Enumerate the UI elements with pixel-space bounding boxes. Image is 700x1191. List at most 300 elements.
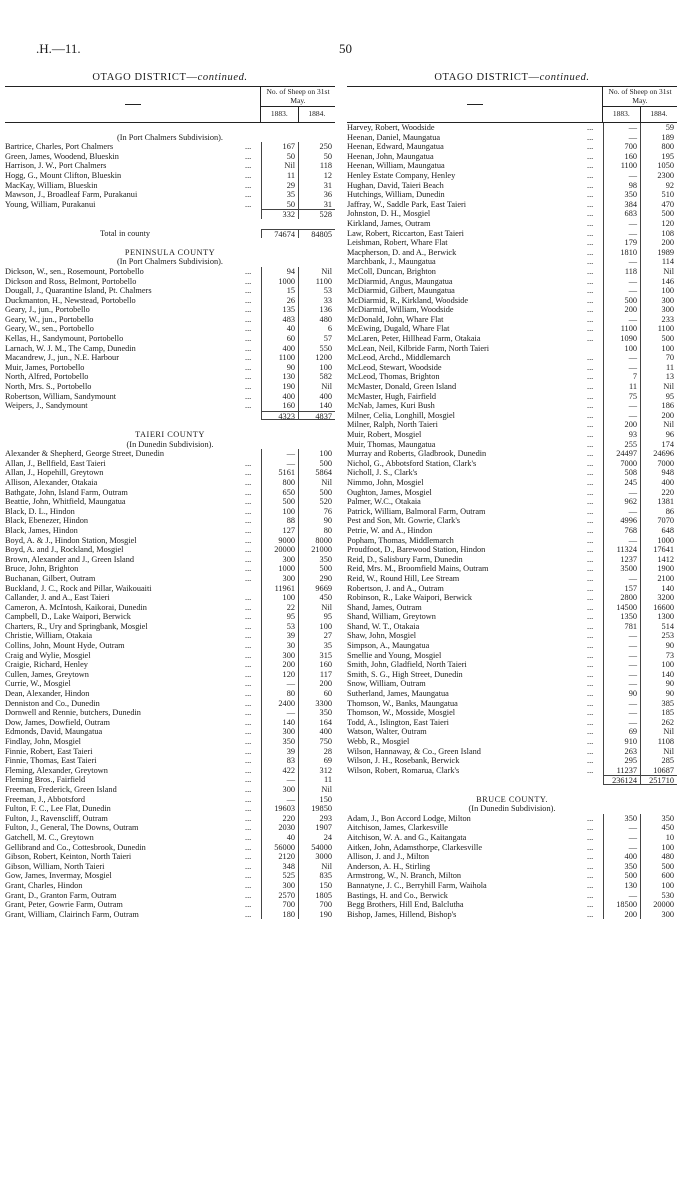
owner-name: Henley Estate Company, Henley [347,170,456,180]
leader-dots: ... [587,823,594,833]
sheep-1884: 92 [640,181,677,191]
table-row [347,133,677,143]
owner-name: Shand, William, Greytown [347,612,436,622]
table-row [5,795,335,805]
header-name-column [5,87,260,122]
sheep-1884: 186 [640,401,677,411]
right-column [347,70,677,919]
sheep-1884: 70 [640,353,677,363]
table-row [347,910,677,920]
sheep-1883: 53 [261,622,298,632]
table-row [347,689,677,699]
table-row [347,622,677,632]
owner-name: McLeod, Archd., Middlemarch [347,353,451,363]
sheep-1884: Nil [640,747,677,757]
leader-dots: ... [587,852,594,862]
sheep-1883: 130 [603,881,640,891]
owner-name: Smith, S. G., High Street, Dunedin [347,669,463,679]
leader-dots: ... [587,142,594,152]
table-row [347,209,677,219]
sheep-1883: — [603,708,640,718]
table-row [5,142,335,152]
sheep-1884: 189 [640,133,677,143]
sheep-1883: 236124 [603,775,640,785]
sheep-1884: 200 [298,679,335,689]
sheep-1883: — [603,670,640,680]
leader-dots: ... [245,468,252,478]
leader-dots: ... [245,516,252,526]
table-row [5,766,335,776]
sheep-1883: 1000 [261,564,298,574]
sheep-1884: 312 [298,766,335,776]
sheep-1884: 31 [298,200,335,210]
owner-name: Law, Robert, Riccarton, East Taieri [347,228,464,238]
table-row [5,718,335,728]
sheep-1884: 1100 [640,324,677,334]
sheep-1884: 150 [298,795,335,805]
total-row [5,229,335,239]
sheep-1884: 117 [298,670,335,680]
sheep-1883: 400 [603,852,640,862]
leader-dots: ... [245,832,252,842]
table-row [5,631,335,641]
sheep-1883: 15 [261,286,298,296]
leader-dots: ... [587,554,594,564]
sheep-1883: — [603,833,640,843]
leader-dots: ... [587,218,594,228]
sheep-1884: 100 [298,363,335,373]
table-row [5,344,335,354]
owner-name: Wilson, J. H., Rosebank, Berwick [347,756,460,766]
table-row [347,229,677,239]
owner-name: Jaffray, W., Saddle Park, East Taieri [347,199,467,209]
sheep-1884: 11 [298,775,335,785]
sheep-1884: 100 [640,881,677,891]
sheep-1884: 160 [298,660,335,670]
sheep-1884: 1000 [640,536,677,546]
sheep-1884: 300 [640,296,677,306]
sheep-1883: 683 [603,209,640,219]
sheep-1883: 7 [603,372,640,382]
leader-dots: ... [245,372,252,382]
table-row [347,670,677,680]
table-row [347,814,677,824]
sheep-1884: 300 [640,305,677,315]
table-row [5,756,335,766]
sheep-1883: — [603,219,640,229]
sheep-1883: 2570 [261,891,298,901]
leader-dots: ... [245,535,252,545]
sheep-1884: 100 [298,449,335,459]
leader-dots: ... [587,276,594,286]
table-row [347,766,677,776]
sheep-1883: 1810 [603,248,640,258]
sheep-1884: 16600 [640,603,677,613]
owner-name: Grant, Charles, Hindon [5,880,83,890]
table-row [5,536,335,546]
sheep-1884: 95 [298,612,335,622]
leader-dots: ... [587,468,594,478]
sheep-1883: 95 [261,612,298,622]
table-row [5,574,335,584]
subdivision-heading: (In Dunedin Subdivision). [468,804,556,814]
owner-name: Dornwell and Rennie, butchers, Dunedin [5,708,141,718]
leader-dots: ... [587,525,594,535]
leader-dots: ... [587,631,594,641]
owner-name: Palmer, W.C., Otakaia [347,497,421,507]
table-row [5,622,335,632]
owner-name: Muir, James, Portobello [5,362,85,372]
owner-name: Milner, Ralph, North Taieri [347,420,438,430]
leader-dots: ... [245,708,252,718]
sheep-1883: 30 [261,641,298,651]
leader-dots: ... [245,880,252,890]
sheep-1884: 550 [298,344,335,354]
table-row [347,401,677,411]
sheep-1883: 14500 [603,603,640,613]
table-row [347,382,677,392]
table-row [5,305,335,315]
sheep-1883: 100 [261,593,298,603]
owner-name: Webb, R., Mosgiel [347,737,410,746]
leader-dots: ... [245,593,252,603]
leader-dots: ... [587,612,594,622]
sheep-1883: — [603,411,640,421]
table-row [347,574,677,584]
header-year-1884: 1884. [650,109,668,118]
total-label [5,411,245,421]
table-row [347,478,677,488]
sheep-1884: 195 [640,152,677,162]
table-row [347,651,677,661]
table-row [347,852,677,862]
sheep-1884: 53 [298,286,335,296]
sheep-1884: 400 [298,727,335,737]
leader-dots: ... [587,477,594,487]
owner-name: Reid, D., Salisbury Farm, Dunedin [347,554,463,564]
table-row [5,200,335,210]
owner-name: Gibson, William, North Taieri [5,861,105,871]
owner-name: Armstrong, W., N. Branch, Milton [347,871,462,881]
sheep-1884: 400 [640,478,677,488]
leader-dots: ... [587,199,594,209]
table-row [347,584,677,594]
leader-dots: ... [587,717,594,727]
leader-dots: ... [587,535,594,545]
owner-name: Heenan, William, Maungatua [347,161,445,171]
owner-name: Wilson, Robert, Romarua, Clark's [347,765,460,775]
sheep-1884: 174 [640,440,677,450]
owner-name: Green, James, Woodend, Blueskin [5,151,119,161]
leader-dots [245,411,261,421]
leader-dots: ... [245,545,252,555]
spacer [347,785,677,795]
owner-name: Todd, A., Islington, East Taieri [347,717,449,727]
sheep-1884: 600 [640,871,677,881]
subdivision-heading: (In Dunedin Subdivision). [126,439,214,449]
sheep-1884: 90 [640,689,677,699]
owner-name: Nichol, G., Abbotsford Station, Clark's [347,458,477,468]
owner-name: Freeman, Frederick, Green Island [5,784,117,794]
leader-dots: ... [245,564,252,574]
table-row [5,488,335,498]
sheep-1884: 13 [640,372,677,382]
table-row [5,152,335,162]
leader-dots: ... [587,487,594,497]
sheep-1883: 300 [261,574,298,584]
sheep-1884: 57 [298,334,335,344]
sheep-1883: — [261,775,298,785]
owner-name: Reid, Mrs. M., Broomfield Mains, Outram [347,564,489,574]
table-row [347,334,677,344]
owner-name: Aitchison, W. A. and G., Kaitangata [347,832,467,842]
owner-name: Heenan, John, Maungatua [347,151,434,161]
table-row [5,507,335,517]
header-caption: No. of Sheep on 31st May. [603,87,677,107]
owner-name: McMaster, Donald, Green Island [347,382,457,392]
table-row [5,785,335,795]
table-row [347,257,677,267]
sheep-1883: 40 [261,324,298,334]
leader-dots: ... [245,823,252,833]
table-row [347,238,677,248]
total-row [5,411,335,421]
leader-dots: ... [245,477,252,487]
leader-dots: ... [587,420,594,430]
leader-dots: ... [587,602,594,612]
sheep-1884: Nil [640,267,677,277]
owner-name: Macpherson, D. and A., Berwick [347,247,457,257]
sheep-1884: 3300 [298,699,335,709]
sheep-1883: 11 [603,382,640,392]
owner-name: Currie, W., Mosgiel [5,679,71,689]
section-title [347,70,677,86]
sheep-1883: 910 [603,737,640,747]
left-column [5,70,335,919]
owner-name: McLean, Neil, Kilbride Farm, North Taieri [347,343,490,353]
leader-dots: ... [587,305,594,315]
owner-name: Christie, William, Otakaia [5,631,93,641]
leader-dots: ... [245,343,252,353]
leader-dots: ... [245,276,252,286]
table-body [347,123,677,919]
sheep-1883: 300 [261,785,298,795]
leader-dots: ... [245,861,252,871]
sheep-1883: 93 [603,430,640,440]
table-row [5,775,335,785]
sheep-1883: 300 [261,881,298,891]
sheep-1884: 90 [640,641,677,651]
leader-dots: ... [245,362,252,372]
leader-dots: ... [245,525,252,535]
table-row [5,871,335,881]
leader-dots: ... [587,238,594,248]
owner-name: Robertson, J. and A., Outram [347,583,444,593]
sheep-1884: 480 [298,315,335,325]
leader-dots: ... [587,497,594,507]
spacer [5,420,335,430]
table-row [5,296,335,306]
table-row [5,564,335,574]
table-row [5,727,335,737]
owner-name: Anderson, A. H., Stirling [347,861,431,871]
leader-dots: ... [587,545,594,555]
owner-name: Nicholl, J. S., Clark's [347,468,418,478]
owner-name: Allan, J., Bellfield, East Taieri [5,458,106,468]
subdivision-heading: (In Port Chalmers Subdivision). [116,132,223,142]
sheep-1884: 90 [640,679,677,689]
leader-dots: ... [587,257,594,267]
owner-name: Allison, Alexander, Otakaia [5,477,98,487]
table-row [347,392,677,402]
owner-name: Fulton, J., Ravenscliff, Outram [5,813,108,823]
sheep-1884: 948 [640,468,677,478]
owner-name: McDiarmid, Gilbert, Maungatua [347,286,455,296]
leader-dots: ... [245,573,252,583]
leader-dots: ... [245,199,252,209]
sheep-1884: 54000 [298,843,335,853]
owner-name: Charters, R., Ury and Springbank, Mosgiel [5,621,148,631]
sheep-1883: Nil [261,161,298,171]
sheep-1883: 200 [603,910,640,920]
leader-dots: ... [587,458,594,468]
sheep-1883: 350 [261,737,298,747]
sheep-1883: 120 [261,670,298,680]
sheep-1883: 98 [603,181,640,191]
owner-name: Hughan, David, Taieri Beach [347,180,444,190]
leader-dots: ... [245,334,252,344]
sheep-1884: 835 [298,871,335,881]
owner-name: Oughton, James, Mosgiel [347,487,432,497]
owner-name: Fleming, Alexander, Greytown [5,765,108,775]
sheep-1883: 100 [261,507,298,517]
owner-name: Dickson and Ross, Belmont, Portobello [5,276,137,286]
sheep-1883: — [603,699,640,709]
leader-dots: ... [245,641,252,651]
sheep-1884: 530 [640,891,677,901]
owner-name: Patrick, William, Balmoral Farm, Outram [347,506,486,516]
sheep-1884: 350 [640,814,677,824]
sheep-1883: — [603,536,640,546]
sheep-1884: 1900 [640,564,677,574]
owner-name: Boyd, A. and J., Rockland, Mosgiel [5,545,124,555]
sheep-1883: 75 [603,392,640,402]
sheep-1883: 88 [261,516,298,526]
leader-dots: ... [587,880,594,890]
owner-name: Campbell, D., Lake Waipori, Berwick [5,612,131,622]
sheep-1883: 400 [261,392,298,402]
owner-name: Marchbank, J., Maungatua [347,257,436,267]
owner-name: Findlay, John, Mosgiel [5,737,81,746]
header-sheep-columns [260,87,335,122]
table-row [347,440,677,450]
county-heading: BRUCE COUNTY. [476,794,548,804]
sheep-1884: Nil [640,382,677,392]
sheep-1883: 9000 [261,536,298,546]
owner-name: Aitken, John, Adamsthorpe, Clarkesville [347,842,483,852]
leader-dots: ... [245,756,252,766]
table-header [347,86,677,123]
table-row [5,593,335,603]
leader-dots: ... [245,890,252,900]
sheep-1884: 285 [640,756,677,766]
owner-name: Petrie, W. and A., Hindon [347,525,433,535]
section-title [5,70,335,86]
table-row [347,823,677,833]
owner-name: Young, William, Purakanui [5,199,96,209]
sheep-1884: 100 [640,344,677,354]
sheep-1884: 118 [298,161,335,171]
sheep-1883: 100 [603,344,640,354]
table-row [347,363,677,373]
leader-dots [587,344,603,354]
sheep-1884: 500 [640,862,677,872]
owner-name: Duckmanton, H., Newstead, Portobello [5,295,136,305]
leader-dots: ... [245,784,252,794]
sheep-1884: 140 [640,670,677,680]
leader-dots: ... [245,487,252,497]
sheep-1884: 315 [298,651,335,661]
owner-name: McLeod, Stewart, Woodside [347,362,442,372]
table-row [5,689,335,699]
leader-dots: ... [587,861,594,871]
sheep-1883: 135 [261,305,298,315]
sheep-1883: 768 [603,526,640,536]
owner-name: Hutchings, William, Dunedin [347,190,445,200]
leader-dots: ... [245,161,252,171]
sheep-1883: 2030 [261,823,298,833]
sheep-1883: 255 [603,440,640,450]
sheep-1883: 39 [261,631,298,641]
sheep-1883: 300 [261,727,298,737]
leader-dots: ... [245,305,252,315]
sheep-1884: 60 [298,689,335,699]
sheep-1883: 525 [261,871,298,881]
sheep-1884: Nil [640,420,677,430]
owner-name: Gatchell, M. C., Greytown [5,832,94,842]
sheep-1883: — [603,679,640,689]
table-row [5,737,335,747]
table-row [5,747,335,757]
sheep-1884: Nil [298,478,335,488]
sheep-1884: 10 [640,833,677,843]
table-row [5,814,335,824]
owner-name: McNab, James, Kuri Bush [347,401,435,411]
sheep-1884: 69 [298,756,335,766]
sheep-1883: 500 [603,871,640,881]
sheep-1883: 700 [261,900,298,910]
table-row [5,161,335,171]
sheep-1883: — [603,229,640,239]
leader-dots: ... [245,170,252,180]
owner-name: Buchanan, Gilbert, Outram [5,573,96,583]
sheep-1884: 146 [640,277,677,287]
owner-name: Bishop, James, Hillend, Bishop's [347,909,457,919]
table-row [347,593,677,603]
leader-dots: ... [245,286,252,296]
owner-name: Pest and Son, Mt. Gowrie, Clark's [347,516,461,526]
owner-name: Heenan, Edward, Maungatua [347,142,444,152]
sheep-1884: 24 [298,833,335,843]
table-row [347,181,677,191]
sheep-1884: 73 [640,651,677,661]
sheep-1883: 11237 [603,766,640,776]
sheep-1884: 3200 [640,593,677,603]
sheep-1883: 35 [261,190,298,200]
table-row [5,804,335,814]
sheep-1883: 200 [603,305,640,315]
sheep-1883: 74674 [261,229,298,239]
